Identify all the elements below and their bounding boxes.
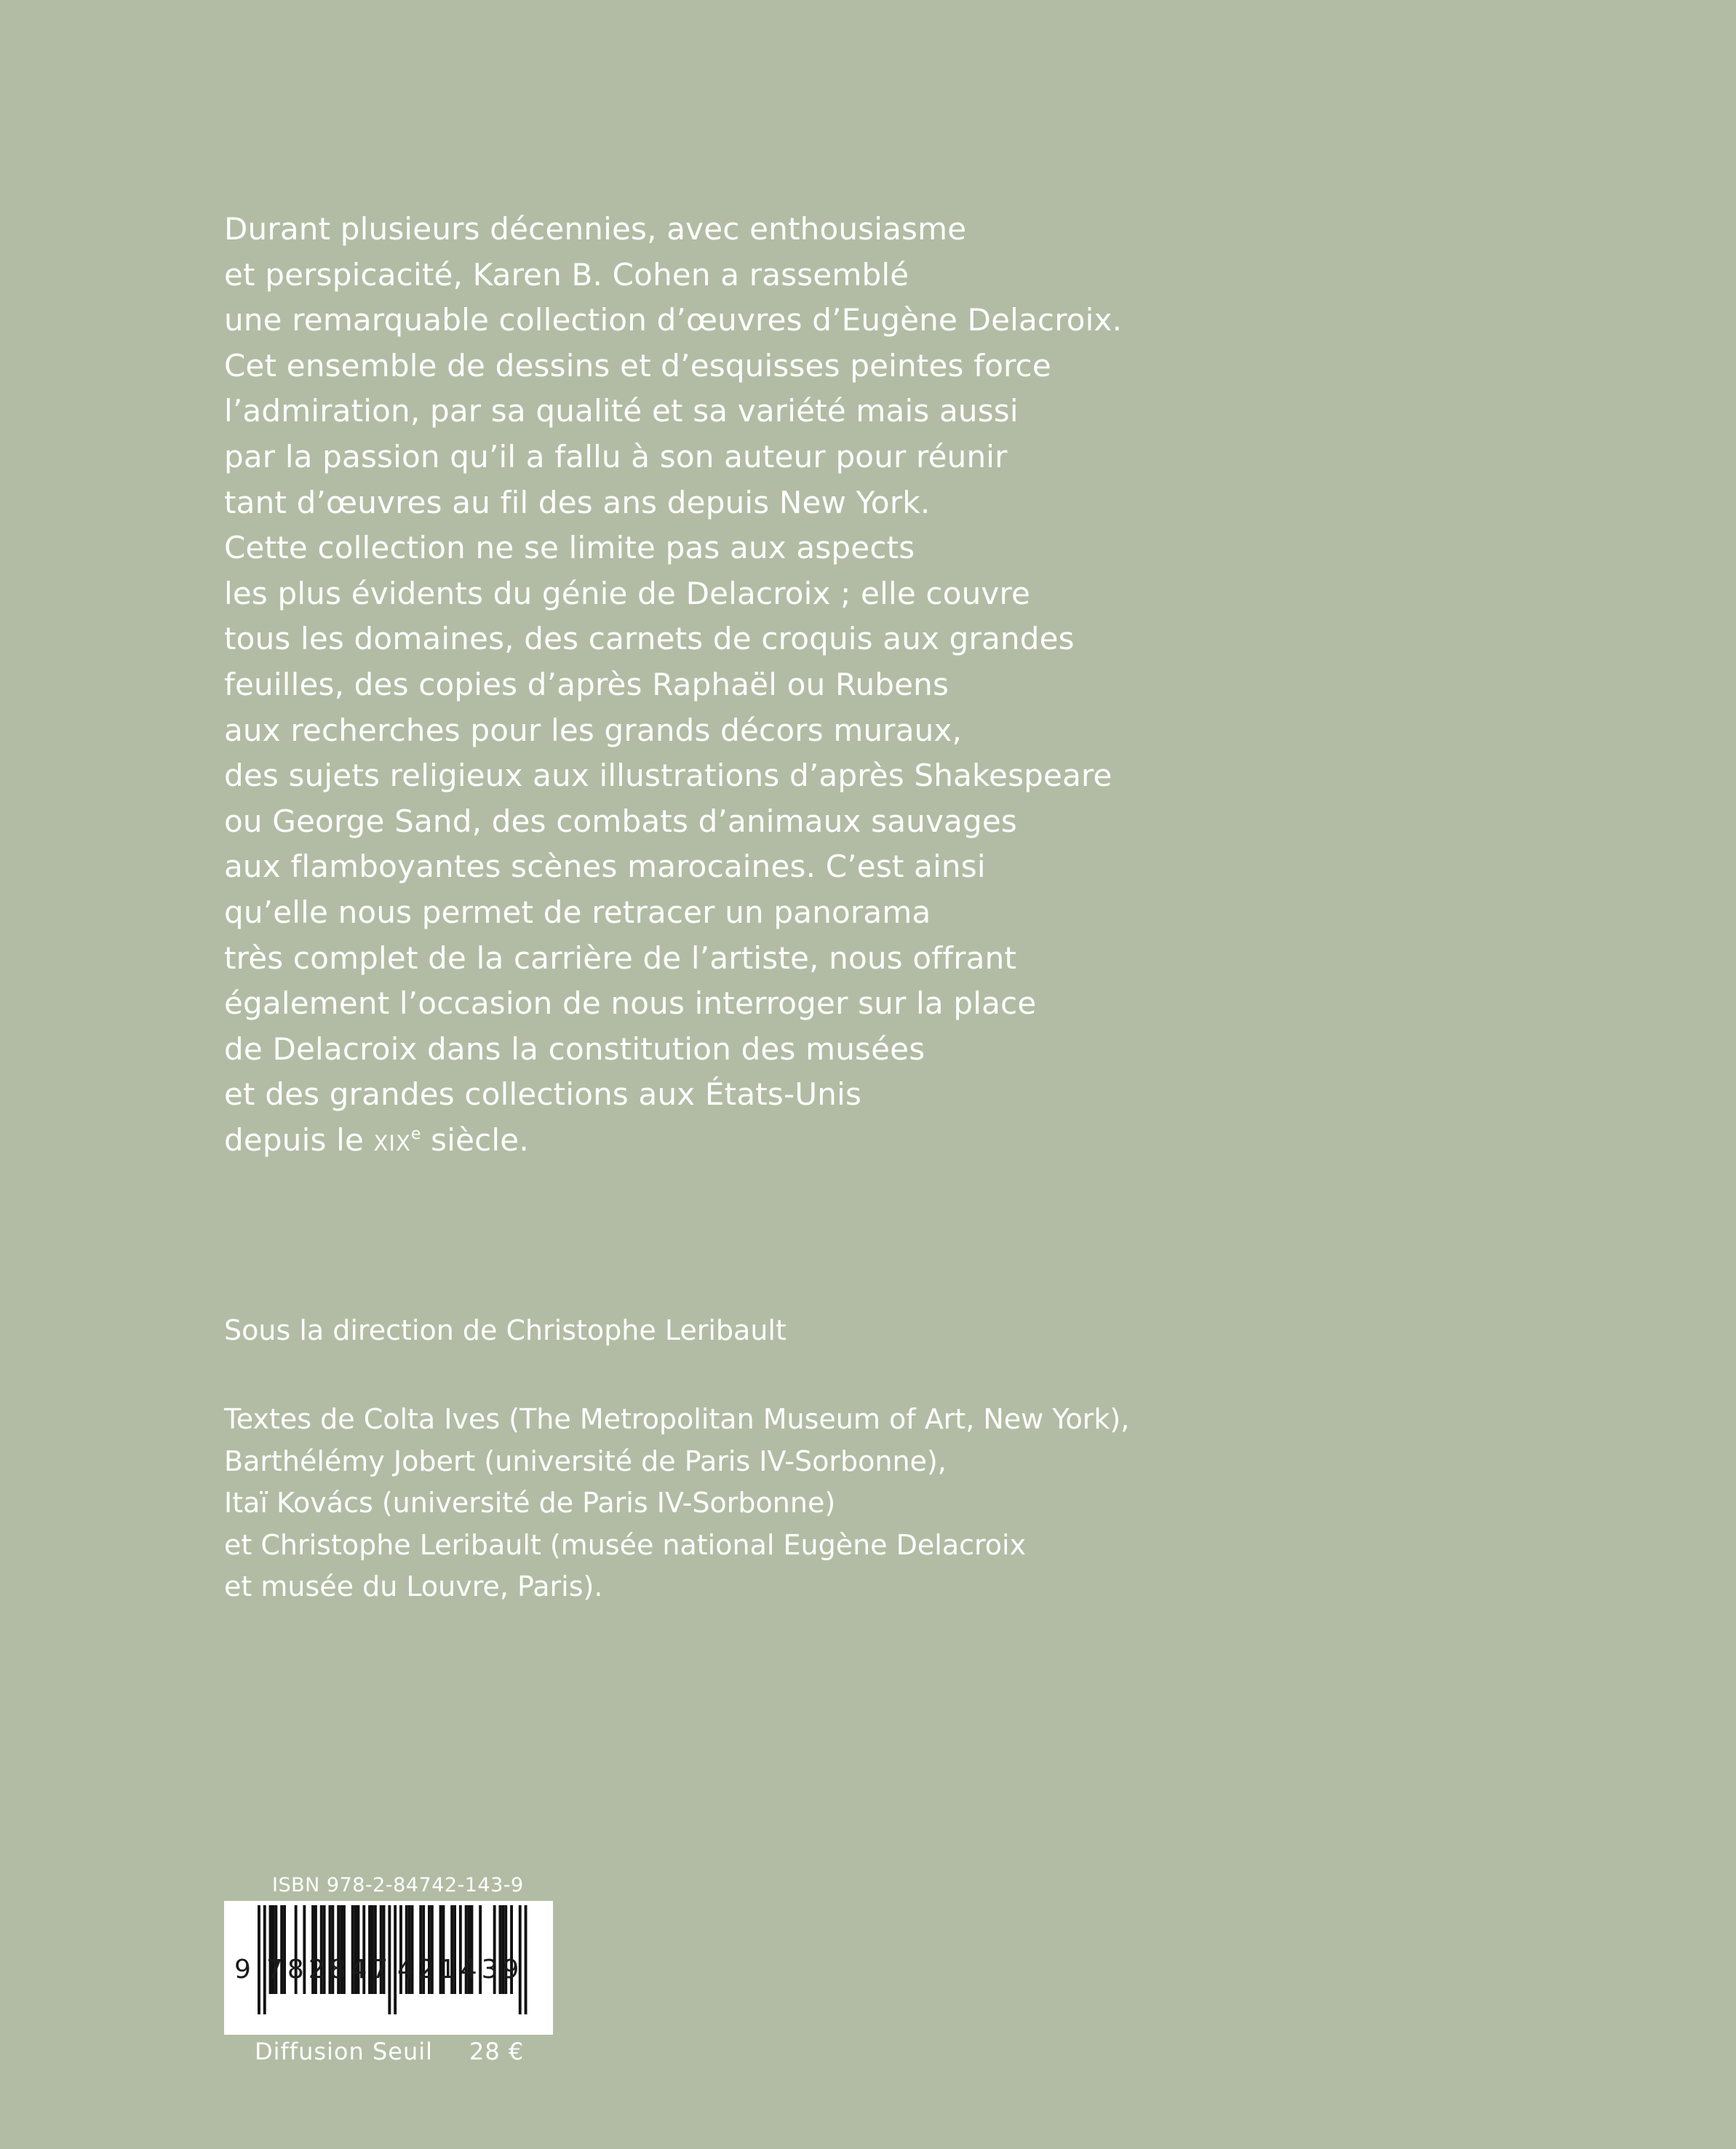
blurb-line: les plus évidents du génie de Delacroix ; elle couvre — [224, 575, 1031, 611]
blurb-line: tous les domaines, des carnets de croquis aux grandes — [224, 621, 1075, 657]
century-numeral: XIX — [373, 1130, 411, 1156]
blurb-line: et perspicacité, Karen B. Cohen a rassemblé — [224, 256, 909, 293]
blurb-line: Cette collection ne se limite pas aux aspects — [224, 530, 915, 566]
blurb-line: et des grandes collections aux États-Unis — [224, 1076, 862, 1113]
blurb-line: tant d’œuvres au fil des ans depuis New York. — [224, 484, 931, 520]
blurb-line: de Delacroix dans la constitution des musées — [224, 1030, 925, 1067]
century-superscript: e — [410, 1124, 421, 1143]
authors-line: Itaï Kovács (université de Paris IV-Sorbonne) — [224, 1487, 836, 1519]
blurb-line: des sujets religieux aux illustrations d’après Shakespeare — [224, 758, 1112, 794]
blurb-line: feuilles, des copies d’après Raphaël ou Rubens — [224, 666, 949, 702]
distributor: Diffusion Seuil — [255, 2038, 433, 2065]
blurb-last-line — [224, 1118, 1315, 1164]
barcode-bar — [525, 1905, 527, 2014]
authors-line: et musée du Louvre, Paris). — [224, 1570, 603, 1602]
blurb-text — [224, 207, 1315, 1163]
price: 28 € — [469, 2038, 525, 2065]
blurb-line: aux flamboyantes scènes marocaines. C’est ainsi — [224, 849, 986, 885]
editor-credit: Sous la direction de Christophe Leribault — [224, 1314, 787, 1346]
barcode-bar — [258, 1905, 260, 2014]
barcode-digits-right: 421439 — [397, 1955, 524, 1985]
blurb-line: très complet de la carrière de l’artiste, nous offrant — [224, 940, 1017, 976]
blurb-line: Cet ensemble de dessins et d’esquisses peintes force — [224, 347, 1051, 384]
authors-credit — [224, 1399, 1129, 1608]
footer — [255, 2038, 524, 2065]
blurb-line: qu’elle nous permet de retracer un panorama — [224, 894, 931, 930]
authors-line: et Christophe Leribault (musée national Eugène Delacroix — [224, 1528, 1027, 1561]
barcode-digits-left: 782847 — [266, 1955, 393, 1985]
authors-line: Barthélémy Jobert (université de Paris IV-Sorbonne), — [224, 1445, 947, 1477]
blurb-line: ou George Sand, des combats d’animaux sauvages — [224, 803, 1017, 839]
blurb-line: également l’occasion de nous interroger sur la place — [224, 985, 1037, 1022]
blurb-line: une remarquable collection d’œuvres d’Eugène Delacroix. — [224, 302, 1123, 338]
authors-line: Textes de Colta Ives (The Metropolitan Museum of Art, New York), — [224, 1403, 1130, 1435]
blurb-line: Durant plusieurs décennies, avec enthousiasme — [224, 211, 967, 247]
isbn-label: ISBN 978-2-84742-143-9 — [272, 1874, 524, 1896]
blurb-line: l’admiration, par sa qualité et sa variété mais aussi — [224, 393, 1019, 429]
blurb-line: par la passion qu’il a fallu à son auteur pour réunir — [224, 438, 1008, 474]
blurb-last-suffix: siècle. — [421, 1121, 529, 1158]
barcode-bar — [394, 1905, 397, 2014]
barcode-digit-first: 9 — [234, 1955, 255, 1985]
blurb-last-prefix: depuis le — [224, 1121, 374, 1158]
blurb-line: aux recherches pour les grands décors muraux, — [224, 712, 963, 748]
